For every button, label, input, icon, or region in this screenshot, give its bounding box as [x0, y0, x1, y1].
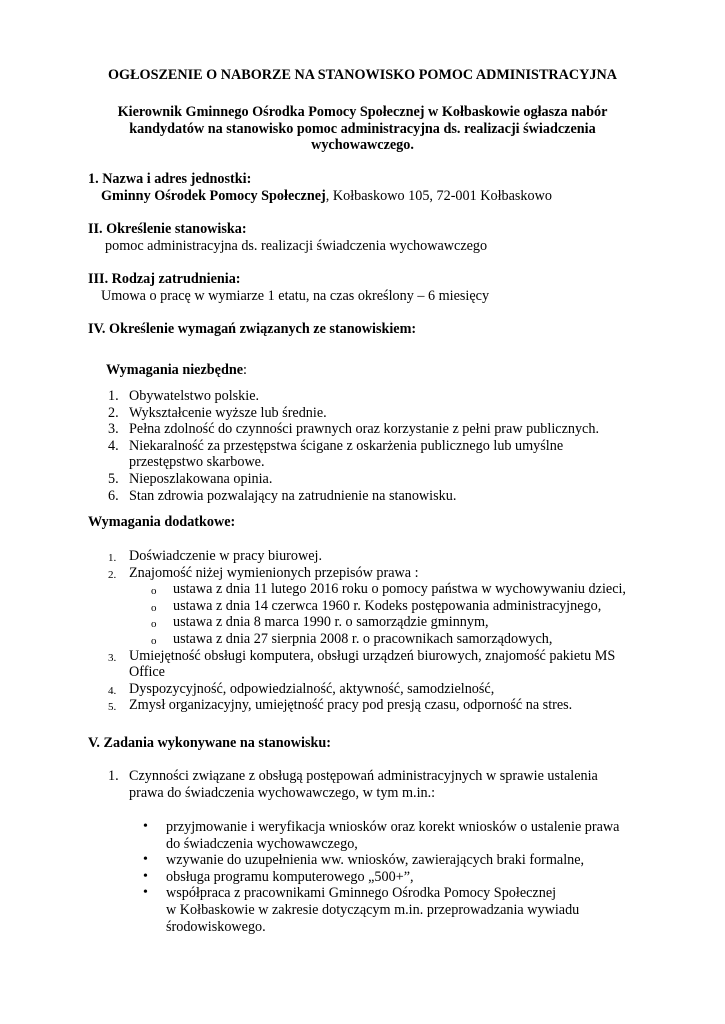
- institution-address: , Kołbaskowo 105, 72-001 Kołbaskowo: [325, 188, 552, 204]
- required-item-number: 2.: [108, 404, 119, 421]
- additional-item-line: Umiejętność obsługi komputera, obsługi urządzeń biurowych, znajomość pakietu MS: [129, 647, 616, 664]
- additional-item: [108, 548, 708, 565]
- additional-heading: Wymagania dodatkowe:: [88, 514, 236, 530]
- required-item-line: Wykształcenie wyższe lub średnie.: [129, 404, 327, 421]
- subtask-line: środowiskowego.: [166, 918, 266, 935]
- intro-paragraph: Kierownik Gminnego Ośrodka Pomocy Społecznej w Kołbaskowie ogłasza nabór kandydatów na stanowisko pomoc administracyjna ds. realizacji świadczenia wychowawczego.: [117, 104, 608, 154]
- subtask-text: [166, 819, 683, 852]
- required-item-number: 5.: [108, 470, 119, 487]
- required-item-text: [129, 405, 668, 422]
- task-line-1: Czynności związane z obsługą postępowań administracyjnych w sprawie ustalenia: [129, 768, 598, 784]
- subtask-line: współpraca z pracownikami Gminnego Ośrodka Pomocy Społecznej: [166, 885, 557, 902]
- section-4-heading: IV. Określenie wymagań związanych ze stanowiskiem:: [88, 321, 417, 337]
- task-line-2: prawa do świadczenia wychowawczego, w tym m.in.:: [129, 784, 436, 801]
- required-item-number: 3.: [108, 421, 119, 438]
- bullet-icon: •: [143, 852, 148, 868]
- required-item: [108, 488, 668, 505]
- subtask-text: [166, 852, 683, 869]
- required-item-line: Nieposzlakowana opinia.: [129, 470, 273, 487]
- additional-item-line: Office: [129, 664, 165, 681]
- law-item: [151, 631, 708, 648]
- required-item-text: [129, 488, 668, 505]
- task-number: 1.: [108, 768, 119, 784]
- subtask-line: obsługa programu komputerowego „500+”,: [166, 868, 414, 885]
- required-item: [108, 471, 668, 488]
- law-item: [151, 598, 708, 615]
- additional-item: [108, 697, 708, 714]
- additional-item-number: 1.: [108, 552, 117, 564]
- additional-item-text: [129, 681, 708, 698]
- task-item: [108, 768, 668, 801]
- additional-item-number: 2.: [108, 568, 117, 581]
- additional-item-text: [129, 648, 708, 681]
- additional-item: [108, 565, 708, 582]
- additional-item-number: 4.: [108, 684, 117, 697]
- subtask-line: wzywanie do uzupełnienia ww. wniosków, zawierających braki formalne,: [166, 852, 585, 869]
- required-item-number: 1.: [108, 388, 119, 404]
- additional-item: [108, 681, 708, 698]
- required-item-line: Niekaralność za przestępstwa ścigane z oskarżenia publicznego lub umyślne: [129, 437, 564, 454]
- required-item: [108, 405, 668, 422]
- required-item-line: przestępstwo skarbowe.: [129, 454, 265, 471]
- law-item-text: ustawa z dnia 27 sierpnia 2008 r. o pracownikach samorządowych,: [173, 630, 553, 647]
- law-item-text: ustawa z dnia 11 lutego 2016 roku o pomocy państwa w wychowywaniu dzieci,: [173, 581, 626, 598]
- subtask-item: [143, 869, 683, 886]
- subtask-item: [143, 852, 683, 869]
- required-item-line: Pełna zdolność do czynności prawnych oraz korzystanie z pełni praw publicznych.: [129, 421, 599, 438]
- section-1-heading: 1. Nazwa i adres jednostki:: [88, 171, 252, 187]
- required-item: [108, 438, 668, 471]
- circle-bullet-icon: o: [151, 634, 157, 647]
- required-item-line: Stan zdrowia pozwalający na zatrudnienie na stanowisku.: [129, 487, 457, 504]
- required-item-text: [129, 438, 668, 471]
- subtask-line: do świadczenia wychowawczego,: [166, 835, 358, 852]
- required-item-text: [129, 388, 668, 405]
- section-3-text: Umowa o pracę w wymiarze 1 etatu, na czas określony – 6 miesięcy: [101, 288, 490, 304]
- document-title: OGŁOSZENIE O NABORZE NA STANOWISKO POMOC ADMINISTRACYJNA: [108, 67, 617, 83]
- required-heading: Wymagania niezbędne:: [106, 362, 247, 378]
- required-item: [108, 388, 668, 405]
- law-item-text: ustawa z dnia 8 marca 1990 r. o samorządzie gminnym,: [173, 614, 489, 631]
- circle-bullet-icon: o: [151, 618, 157, 631]
- section-2-heading: II. Określenie stanowiska:: [88, 221, 247, 237]
- required-item-text: [129, 471, 668, 488]
- section-1-content: [101, 188, 552, 205]
- section-2-text: pomoc administracyjna ds. realizacji świadczenia wychowawczego: [105, 238, 488, 254]
- additional-item-line: Zmysł organizacyjny, umiejętność pracy pod presją czasu, odporność na stres.: [129, 697, 573, 714]
- section-5-heading: V. Zadania wykonywane na stanowisku:: [88, 735, 331, 751]
- additional-item-line: Dyspozycyjność, odpowiedzialność, aktywność, samodzielność,: [129, 680, 495, 697]
- subtask-line: w Kołbaskowie w zakresie dotyczącym m.in. przeprowadzania wywiadu: [166, 901, 580, 918]
- bullet-icon: •: [143, 885, 148, 901]
- subtask-item: [143, 819, 683, 852]
- subtask-line: przyjmowanie i weryfikacja wniosków oraz korekt wniosków o ustalenie prawa: [166, 819, 620, 835]
- additional-item-text: [129, 697, 708, 714]
- additional-item-number: 3.: [108, 651, 117, 664]
- law-item: [151, 614, 708, 631]
- additional-item-line: Doświadczenie w pracy biurowej.: [129, 548, 323, 564]
- additional-item-text: [129, 565, 708, 582]
- required-item-text: [129, 421, 668, 438]
- subtask-list: [143, 819, 683, 935]
- additional-item-line: Znajomość niżej wymienionych przepisów prawa :: [129, 564, 419, 581]
- required-list: [108, 388, 668, 504]
- subtask-item: [143, 885, 683, 935]
- circle-bullet-icon: o: [151, 585, 157, 598]
- subtask-text: [166, 869, 683, 886]
- additional-list: [108, 548, 708, 714]
- institution-name: Gminny Ośrodek Pomocy Społecznej: [101, 188, 326, 204]
- additional-item-text: [129, 548, 708, 565]
- bullet-icon: •: [143, 819, 148, 834]
- circle-bullet-icon: o: [151, 601, 157, 614]
- required-item-number: 6.: [108, 487, 119, 504]
- additional-item-number: 5.: [108, 701, 117, 714]
- required-item-line: Obywatelstwo polskie.: [129, 388, 260, 404]
- section-3-heading: III. Rodzaj zatrudnienia:: [88, 271, 241, 287]
- bullet-icon: •: [143, 868, 148, 884]
- required-item-number: 4.: [108, 437, 119, 454]
- additional-item: [108, 648, 708, 681]
- subtask-text: [166, 885, 683, 935]
- law-item-text: ustawa z dnia 14 czerwca 1960 r. Kodeks postępowania administracyjnego,: [173, 597, 602, 614]
- required-item: [108, 421, 668, 438]
- law-item: [151, 581, 708, 598]
